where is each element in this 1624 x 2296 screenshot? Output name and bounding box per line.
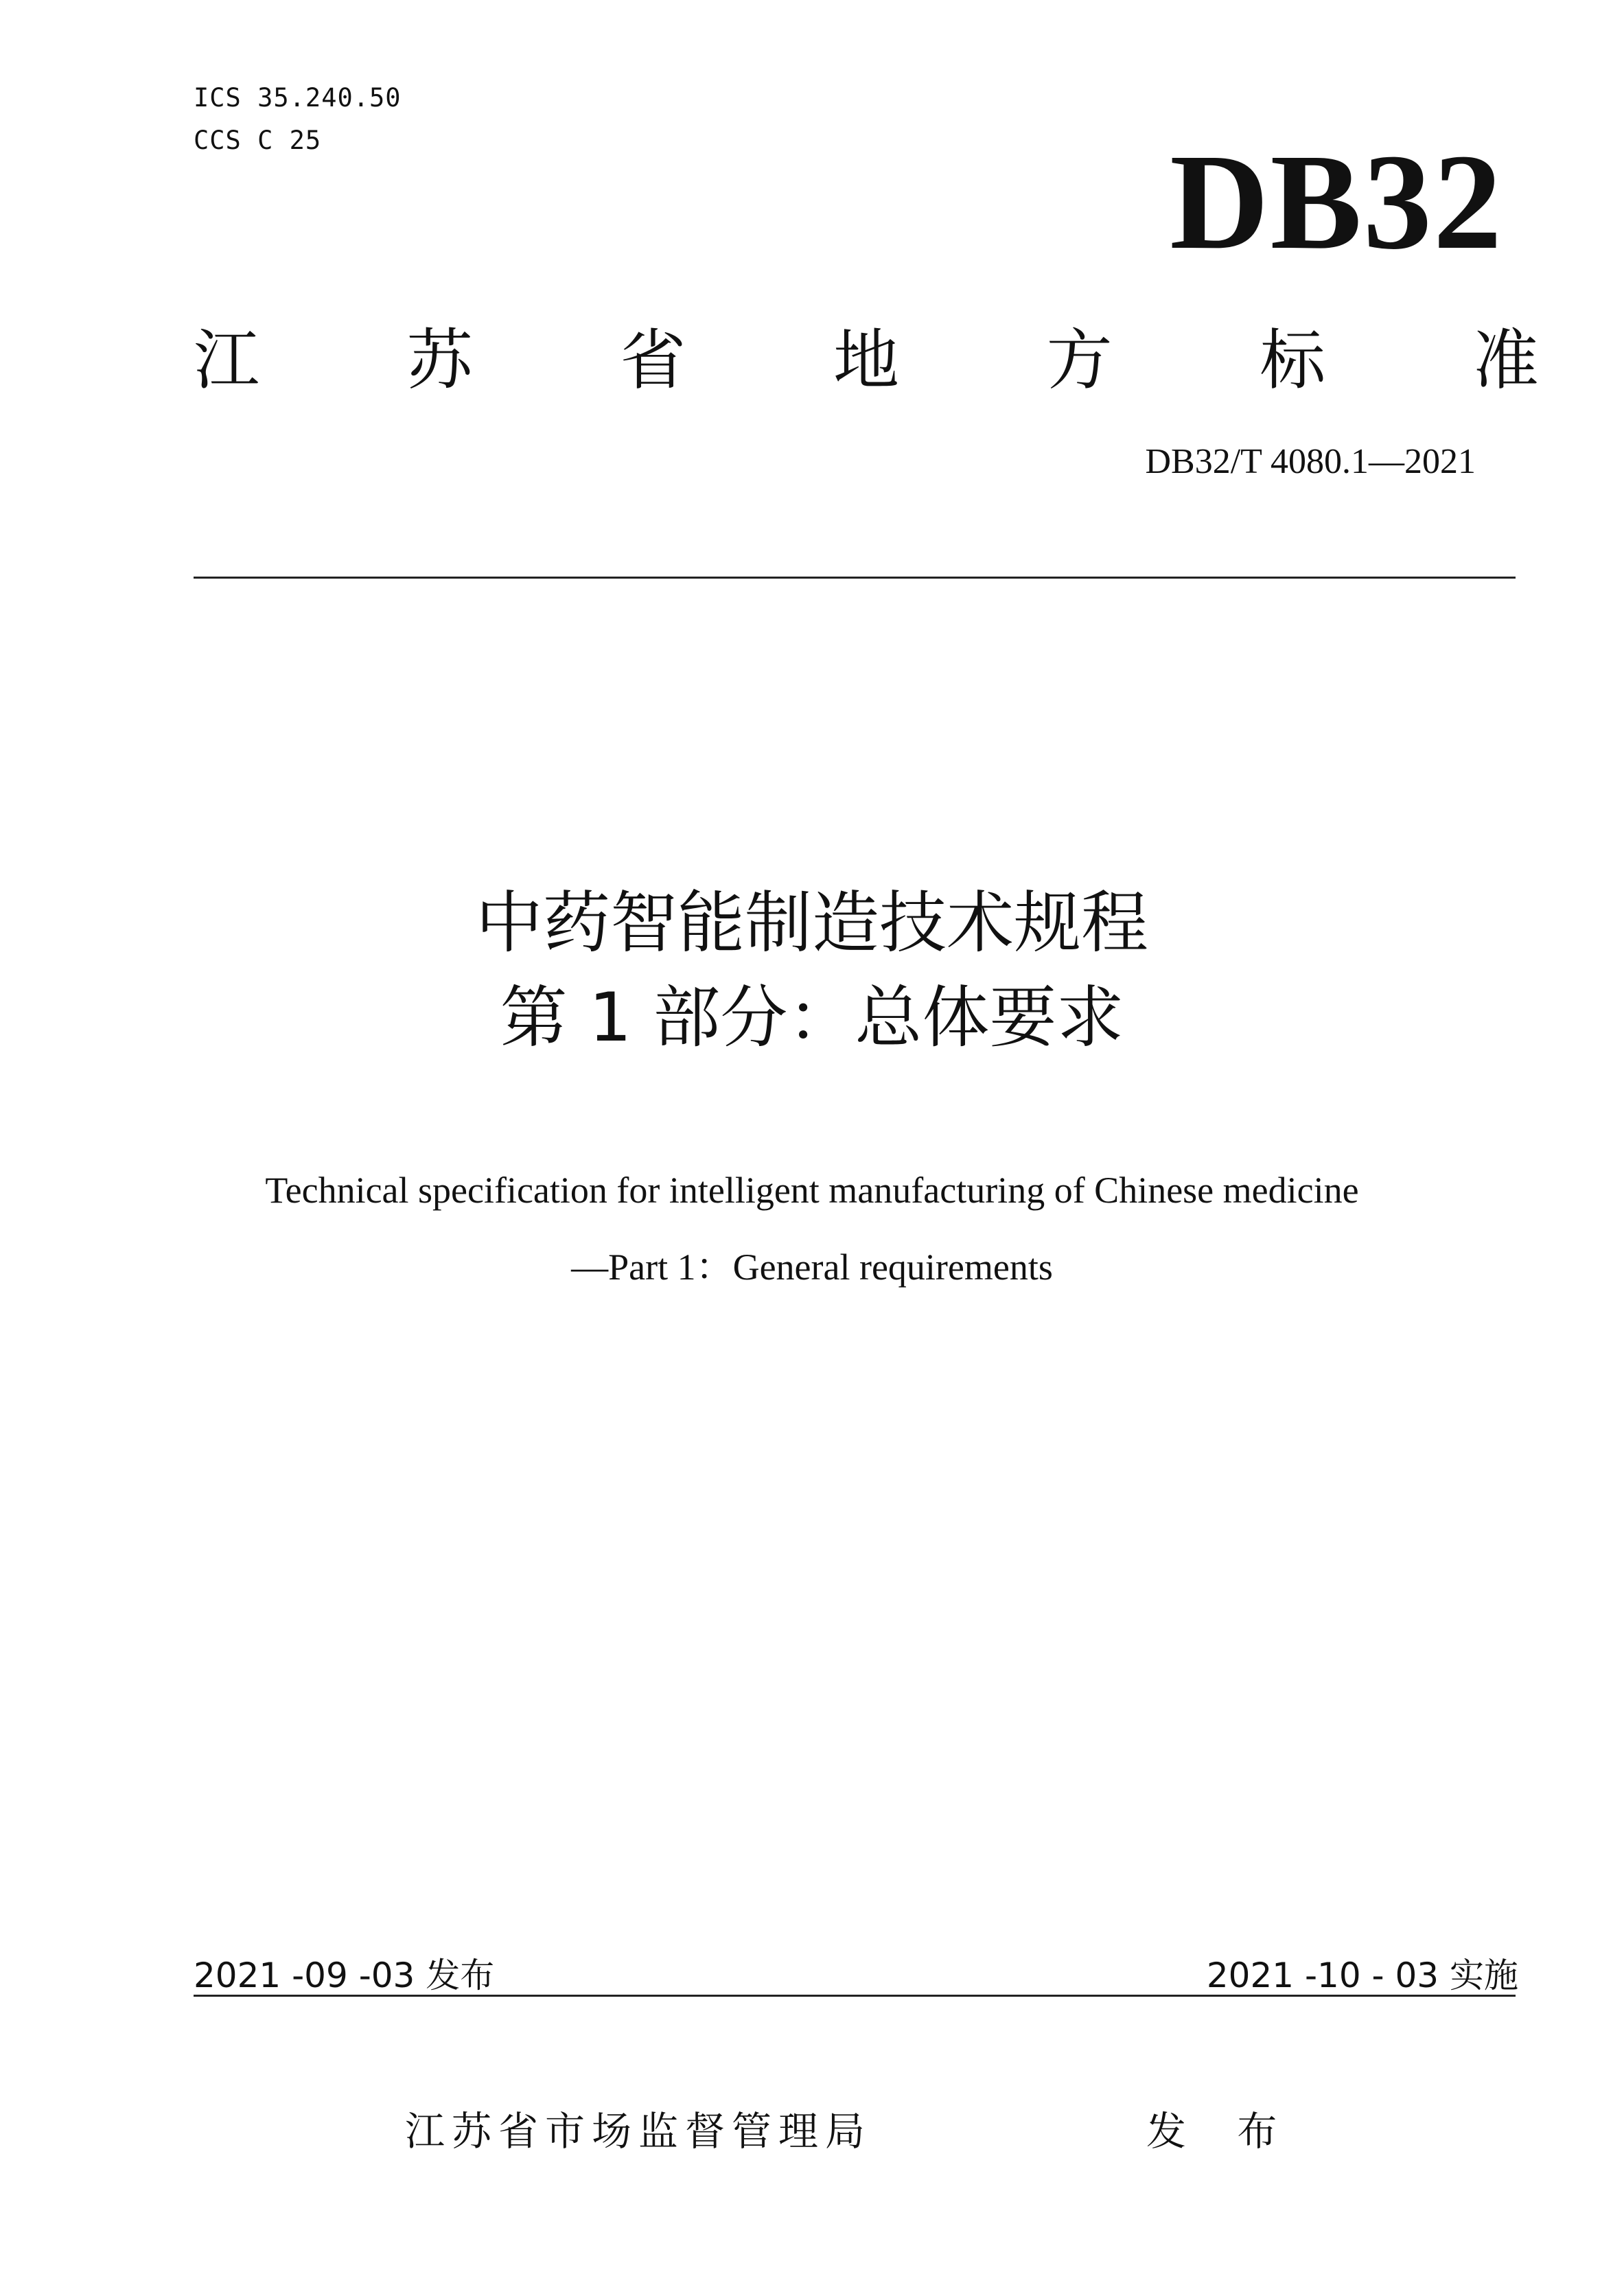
standard-type-char: 方 <box>1046 322 1113 399</box>
issue-label: 发 布 <box>1146 2108 1297 2155</box>
standard-type-heading <box>194 312 1539 408</box>
standard-type-char: 苏 <box>406 322 473 399</box>
standard-type-char: 省 <box>620 322 686 399</box>
title-english-part: —Part 1：General requirements <box>571 1246 1053 1288</box>
implementation-date: 2021 -10 - 03 实施 <box>1206 1956 1518 1995</box>
title-english-main: Technical specification for intelligent manufacturing of Chinese medicine <box>265 1170 1359 1211</box>
ics-code: ICS 35.240.50 <box>194 83 402 113</box>
standard-logo: DB32 <box>1170 126 1503 278</box>
standard-type-char: 准 <box>1472 322 1539 399</box>
standard-type-char: 地 <box>833 322 899 399</box>
footer-divider <box>194 1995 1516 1997</box>
ccs-code: CCS C 25 <box>194 126 322 155</box>
header-divider <box>194 577 1516 579</box>
standard-number: DB32/T 4080.1—2021 <box>1145 442 1476 481</box>
issue-date: 2021 -09 -03 发布 <box>194 1956 495 1995</box>
standard-type-char: 江 <box>194 322 259 399</box>
title-chinese-main: 中药智能制造技术规程 <box>475 884 1148 962</box>
title-chinese-part: 第 1 部分：总体要求 <box>500 979 1124 1057</box>
issuing-authority: 江苏省市场监督管理局 <box>405 2108 872 2155</box>
standard-type-char: 标 <box>1260 322 1326 399</box>
